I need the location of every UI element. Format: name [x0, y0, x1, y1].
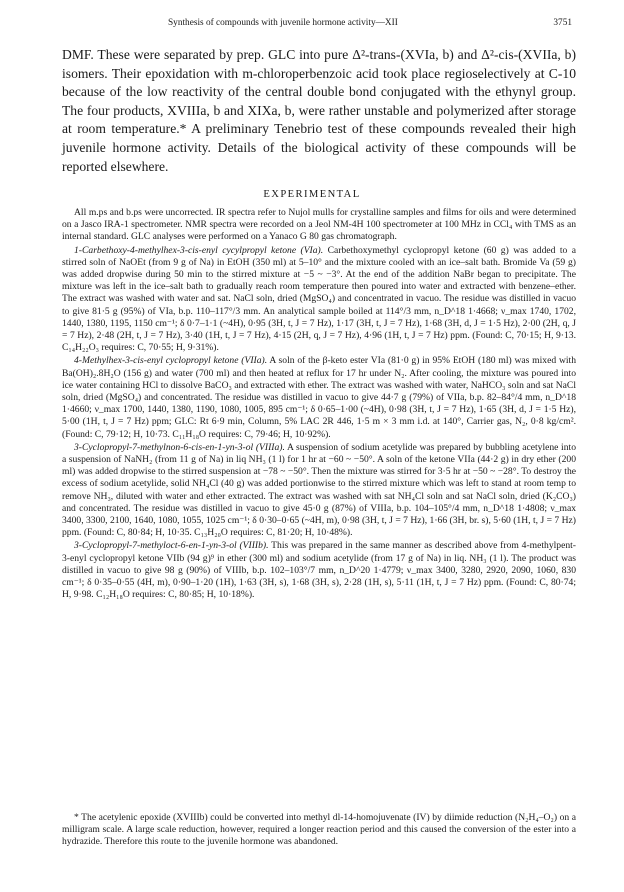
procedure-paragraph-1 — [62, 245, 576, 355]
running-header — [86, 18, 572, 32]
procedure-text: A soln of the β-keto ester VIa (81·0 g) in 95% EtOH (180 ml) was mixed with Ba(OH)₂.8H₂O (156 g) and water (700 ml) and then heated at reflux for 17 hr under N₂. After cooling, the mixture was poured into ice water containing HCl to dissolve BaCO₃ and extracted with ether. The extract was washed with water, NaHCO₃ soln and sat NaCl soln, dried (MgSO₄) and concentrated. The residue was distilled in vacuo to give 44·7 g (79%) of VIIa, b.p. 82–84°/4 mm, n_D^18 1·4660; ν_max 1700, 1440, 1380, 1190, 1080, 1005, 895 cm⁻¹; δ 0·65–1·00 (~4H), 0·98 (3H, t, J = 7 Hz), 1·65 (3H, d, J = 1·5 Hz), 5·00 (1H, t, J = 7 Hz) ppm; GLC: Rt 6·9 min, Column, 5% LAC 2R 446, 1·5 m × 3 mm i.d. at 140°, Carrier gas, N₂, 0·8 kg/cm². (Found: C, 79·12; H, 10·73. C₁₁H₁₈O requires: C, 79·46; H, 10·92%). — [62, 355, 576, 440]
experimental-body — [62, 207, 576, 602]
general-methods-paragraph: All m.ps and b.ps were uncorrected. IR spectra refer to Nujol mulls for crystalline samples and films for oils and were determined on a Jasco IRA-1 spectrometer. NMR spectra were recorded on a Jeol NM-4H 100 spectrometer at 100 MHz in CCl₄ with TMS as an internal standard. GLC analyses were performed on a Yanaco G 80 gas chromatograph. — [62, 207, 576, 243]
footnote — [62, 812, 576, 849]
compound-name: 1-Carbethoxy-4-methylhex-3-cis-enyl cycylpropyl ketone (VIa). — [74, 244, 324, 256]
compound-name: 3-Cyclopropyl-7-methylnon-6-cis-en-1-yn-3-ol (VIIIa). — [74, 441, 285, 453]
compound-name: 3-Cyclopropyl-7-methyloct-6-en-1-yn-3-ol (VIIIb). — [74, 540, 269, 552]
page-number: 3751 — [553, 18, 572, 28]
running-title: Synthesis of compounds with juvenile hormone activity—XII — [168, 18, 398, 28]
procedure-paragraph-3 — [62, 442, 576, 540]
compound-name: 4-Methylhex-3-cis-enyl cyclopropyl ketone (VIIa). — [74, 355, 268, 367]
procedure-text: Carbethoxymethyl cyclopropyl ketone (60 g) was added to a stirred soln of NaOEt (from 9 g of Na) in EtOH (350 ml) at 5–10° and the mixture cooled with an ice–salt bath. Bromide Va (59 g) was added dropwise during 50 min to the stirred mixture at −5 ~ −3°. At the end of the addition NaBr began to precipitate. The mixture was left in the ice–salt bath to gradually reach room temperature then poured into water and extracted with benzene–ether. The extract was washed with water and sat. NaCl soln, dried (MgSO₄) and concentrated in vacuo. The residue was distilled in vacuo to give 81·5 g (95%) of VIa, b.p. 110–117°/3 mm. An analytical sample boiled at 114°/3 mm, n_D^18 1·4668; ν_max 1740, 1702, 1440, 1380, 1195, 1150 cm⁻¹; δ 0·7–1·1 (~4H), 0·95 (3H, t, J = 7 Hz), 1·17 (3H, t, J = 7 Hz), 1·68 (3H, d, J = 1·5 Hz), 2·00 (2H, q, J = 7 Hz), 2·48 (2H, t, J = 7 Hz), 3·40 (1H, t, J = 7 Hz), 4·15 (2H, q, J = 7 Hz), 4·96 (1H, t, J = 7 Hz) ppm. (Found: C, 70·15; H, 9·13. C₁₄H₂₂O₃ requires: C, 70·55; H, 9·31%). — [62, 244, 576, 354]
procedure-text: A suspension of sodium acetylide was prepared by bubbling acetylene into a suspension of NaNH₂ (from 11 g of Na) in liq NH₃ (1 l) for 1 hr at −60 ~ −50°. A soln of the ketone VIIa (44·2 g) in dry ether (200 ml) was added dropwise to the stirred suspension at −78 ~ −50°. Then the mixture was stirred for 3·5 hr at −50 ~ −28°. To destroy the excess of sodium acetylide, solid NH₄Cl (40 g) was added portionwise to the stirred mixture which was left to stand at room temp to remove NH₃, diluted with water and ether extracted. The extract was washed with sat NH₄Cl soln and sat NaCl soln, dried (K₂CO₃) and concentrated. The residue was distilled in vacuo to give 45·0 g (87%) of VIIIa, b.p. 104–105°/4 mm, n_D^18 1·4808; ν_max 3400, 3300, 2100, 1640, 1080, 1055, 1025 cm⁻¹; δ 0·30–0·65 (~4H, m), 0·98 (3H, t, J = 7 Hz), 1·66 (3H, br. s), 5·60 (1H, t, J = 7 Hz) ppm. (Found: C, 80·84; H, 10·35. C₁₃H₂₀O requires: C, 81·20; H, 10·48%). — [62, 441, 576, 539]
section-heading-experimental: EXPERIMENTAL — [263, 189, 361, 200]
procedure-paragraph-4 — [62, 540, 576, 601]
procedure-paragraph-2 — [62, 355, 576, 440]
intro-paragraph: DMF. These were separated by prep. GLC into pure Δ²-trans-(XVIa, b) and Δ²-cis-(XVIIa, b) isomers. Their epoxidation with m-chloroperbenzoic acid took place regioselectively at C-10 because of the low reactivity of the central double bond conjugated with the ethynyl group. The four products, XVIIIa, b and XIXa, b, were rather unstable and polymerized after storage at room temperature.* A preliminary Tenebrio test of these compounds revealed their high juvenile hormone activity. Details of the biological activity of these compounds will be reported elsewhere. — [62, 47, 576, 174]
intro-block — [62, 46, 576, 176]
footnote-text: * The acetylenic epoxide (XVIIIb) could be converted into methyl dl-14-homojuvenate (IV) by diimide reduction (N₂H₄–O₂) on a milligram scale. A large scale reduction, however, required a longer reaction period and this caused the conversion of the ester into a hydrazide. Therefore this route to the juvenile hormone was abandoned. — [62, 812, 576, 848]
procedure-text: This was prepared in the same manner as described above from 4-methylpent-3-enyl cyclopropyl ketone VIIb (94 g)⁹ in ether (300 ml) and sodium acetylide (from 17 g of Na) in liq. NH₃ (1 l). The product was distilled in vacuo to give 98 g (90%) of VIIIb, b.p. 102–103°/7 mm, n_D^20 1·4779; ν_max 3400, 3280, 2920, 2090, 1060, 830 cm⁻¹; δ 0·35–0·55 (4H, m), 0·90–1·20 (1H), 1·63 (3H, s), 1·68 (3H, s), 2·28 (1H, s), 5·11 (1H, t, J = 7 Hz) ppm. (Found: C, 80·74; H, 9·98. C₁₂H₁₈O requires: C, 80·85; H, 10·18%). — [62, 540, 576, 601]
